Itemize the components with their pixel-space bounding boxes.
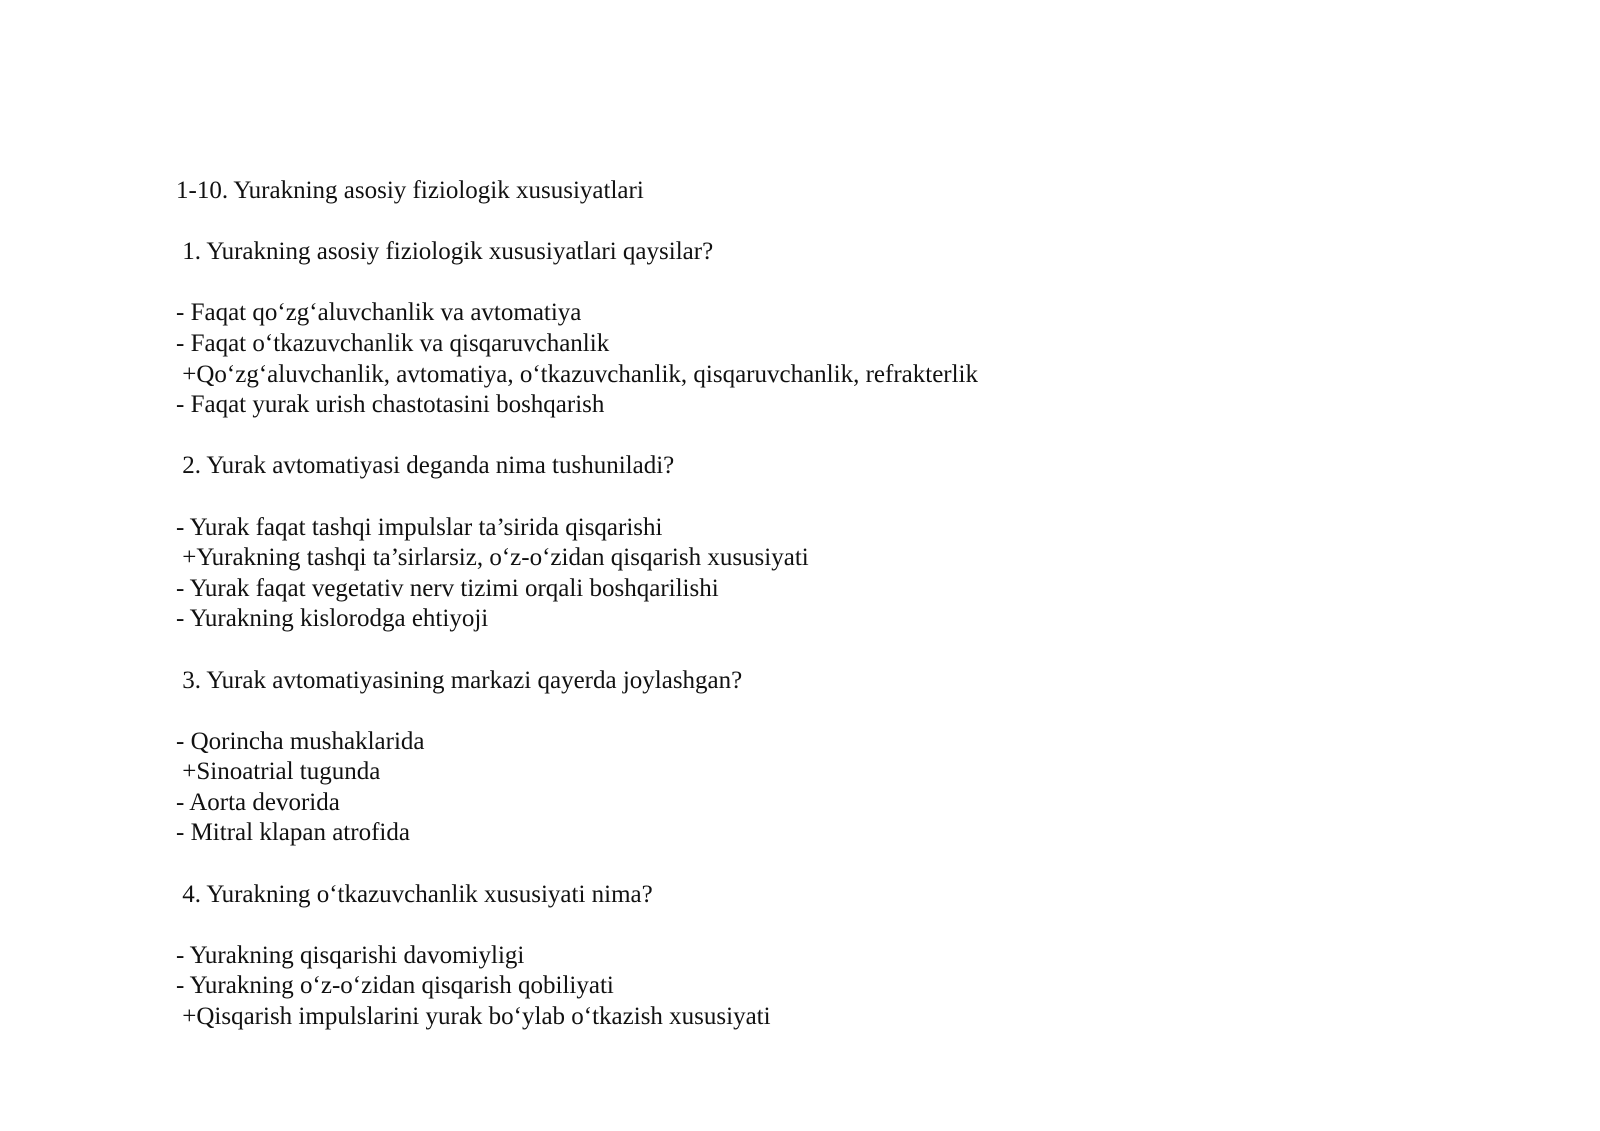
question-3: 3. Yurak avtomatiyasining markazi qayerda joylashgan?	[176, 666, 743, 694]
question-2-option-a: - Yurak faqat tashqi impulslar ta’sirida qisqarishi	[176, 513, 663, 541]
section-title: 1-10. Yurakning asosiy fiziologik xususiyatlari	[176, 177, 644, 204]
blank-line	[176, 849, 1476, 880]
blank-line	[176, 207, 1476, 238]
question-2-option-b: +Yurakning tashqi ta’sirlarsiz, o‘z-o‘zidan qisqarish xususiyati	[176, 544, 809, 572]
blank-line	[176, 635, 1476, 666]
blank-line	[176, 696, 1476, 727]
question-1-option-b: - Faqat o‘tkazuvchanlik va qisqaruvchanlik	[176, 329, 610, 357]
question-4-option-b: - Yurakning o‘z-o‘zidan qisqarish qobiliyati	[176, 972, 614, 1000]
question-2: 2. Yurak avtomatiyasi deganda nima tushuniladi?	[176, 452, 675, 480]
question-3-option-d: - Mitral klapan atrofida	[176, 819, 410, 847]
blank-line	[176, 421, 1476, 452]
question-3-option-a: - Qorincha mushaklarida	[176, 727, 425, 755]
question-3-option-c: - Aorta devorida	[176, 788, 340, 816]
question-3-option-b: +Sinoatrial tugunda	[176, 758, 381, 786]
blank-line	[176, 482, 1476, 513]
question-4: 4. Yurakning o‘tkazuvchanlik xususiyati nima?	[176, 880, 653, 908]
question-4-option-a: - Yurakning qisqarishi davomiyligi	[176, 941, 525, 969]
question-1: 1. Yurakning asosiy fiziologik xususiyatlari qaysilar?	[176, 238, 714, 266]
question-1-option-a: - Faqat qo‘zg‘aluvchanlik va avtomatiya	[176, 299, 582, 327]
question-4-option-c: +Qisqarish impulslarini yurak bo‘ylab o‘tkazish xususiyati	[176, 1003, 771, 1031]
question-1-option-c: +Qo‘zg‘aluvchanlik, avtomatiya, o‘tkazuvchanlik, qisqaruvchanlik, refrakterlik	[176, 360, 979, 388]
question-1-option-d: - Faqat yurak urish chastotasini boshqarish	[176, 391, 605, 419]
document-content	[176, 176, 1476, 1033]
blank-line	[176, 910, 1476, 941]
blank-line	[176, 268, 1476, 299]
question-2-option-c: - Yurak faqat vegetativ nerv tizimi orqali boshqarilishi	[176, 574, 719, 602]
question-2-option-d: - Yurakning kislorodga ehtiyoji	[176, 605, 489, 633]
